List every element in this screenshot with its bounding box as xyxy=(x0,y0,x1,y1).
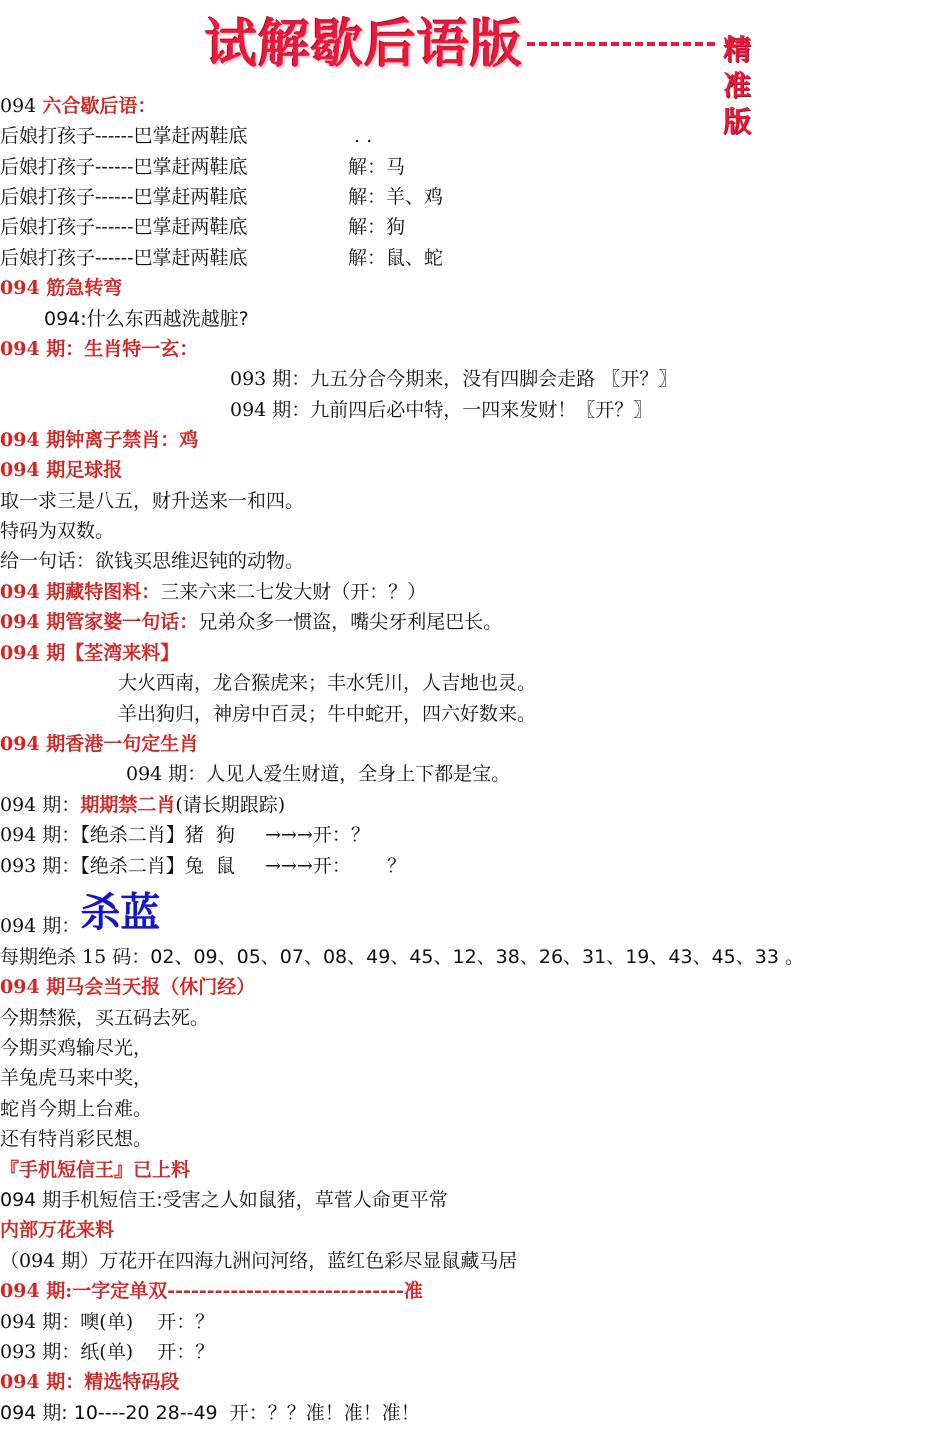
jueshu-label: 每期绝杀 15 码： xyxy=(0,946,151,968)
jueshu-numbers: 02、09、05、07、08、49、45、12、38、26、31、19、43、45、33 。 xyxy=(150,946,804,968)
hongkong-header: 094 期香港一句定生肖 xyxy=(0,733,199,755)
cangte-line xyxy=(0,577,426,607)
shalan-line xyxy=(0,889,161,944)
riddle-text: 后娘打孩子------巴掌赶两鞋底 xyxy=(0,125,248,147)
riddle-text: 后娘打孩子------巴掌赶两鞋底 xyxy=(0,156,248,178)
riddle-answer: 解：鼠、蛇 xyxy=(348,247,444,269)
brain-teaser-header: 094 筋急转弯 xyxy=(0,277,123,299)
wanhua-header: 内部万花来料 xyxy=(0,1219,115,1241)
brain-teaser-question: 094:什么东西越洗越脏? xyxy=(44,308,249,330)
section-note: (请长期跟踪) xyxy=(175,794,286,816)
wanhua-line: （094 期）万花开在四海九洲问河络，蓝红色彩尽显鼠藏马居 xyxy=(0,1250,518,1272)
jinerxiao-line: 094 期：【绝杀二肖】猪 狗 →→→开：？ xyxy=(0,824,370,846)
jinerxiao-line: 093 期：【绝杀二肖】兔 鼠 →→→开： ？ xyxy=(0,855,407,877)
football-line: 特码为双数。 xyxy=(0,520,115,542)
quanwan-line: 羊出狗归，神房中百灵；牛中蛇开，四六好数来。 xyxy=(118,703,537,725)
banner-dash-divider xyxy=(527,42,715,46)
cangte-text: 三来六来二七发大财（开：？） xyxy=(160,581,427,603)
riddle-text: 后娘打孩子------巴掌赶两鞋底 xyxy=(0,247,248,269)
tema-line: 094 期: 10----20 28--49 开：？？准！准！准！ xyxy=(0,1402,420,1424)
cangte-label: 094 期藏特图料： xyxy=(0,581,161,603)
issue-prefix: 094 期： xyxy=(0,794,81,816)
riddle-answer: 解：狗 xyxy=(348,216,406,238)
page-banner xyxy=(205,12,765,138)
football-header: 094 期足球报 xyxy=(0,459,123,481)
xiehouyu-header xyxy=(0,91,156,121)
jueshu-line xyxy=(0,942,804,972)
xiehouyu-row xyxy=(0,152,406,182)
issue-prefix: 094 xyxy=(0,95,43,117)
danshuang-line: 094 期：噢(单) 开：？ xyxy=(0,1311,215,1333)
tema-header: 094 期：精选特码段 xyxy=(0,1371,180,1393)
danshuang-line: 093 期：纸(单) 开：？ xyxy=(0,1341,215,1363)
mahui-line: 蛇肖今期上台难。 xyxy=(0,1098,153,1120)
mahui-line: 今期禁猴，买五码去死。 xyxy=(0,1007,210,1029)
mahui-header: 094 期马会当天报（休门经） xyxy=(0,976,256,998)
shalan-big-text: 杀蓝 xyxy=(80,889,161,936)
mahui-line: 今期买鸡输尽光， xyxy=(0,1037,153,1059)
guanjia-label: 094 期管家婆一句话： xyxy=(0,611,199,633)
banner-title: 试解歇后语版 xyxy=(205,15,524,75)
section-title: 六合歇后语： xyxy=(42,95,157,117)
banner-subtitle: 精准版 xyxy=(723,33,752,138)
jinerxiao-header xyxy=(0,790,285,820)
xiehouyu-row xyxy=(0,212,406,242)
quanwan-line: 大火西南，龙合猴虎来；丰水凭川，人吉地也灵。 xyxy=(118,672,537,694)
riddle-text: 后娘打孩子------巴掌赶两鞋底 xyxy=(0,186,248,208)
sms-line: 094 期手机短信王:受害之人如鼠猪，草菅人命更平常 xyxy=(0,1189,448,1211)
shengxiao-header: 094 期：生肖特一玄： xyxy=(0,338,199,360)
football-line: 取一求三是八五，财升送来一和四。 xyxy=(0,490,305,512)
football-line: 给一句话：欲钱买思维迟钝的动物。 xyxy=(0,550,305,572)
guanjia-line xyxy=(0,607,502,637)
riddle-answer: . . xyxy=(348,125,373,147)
mahui-line: 羊兔虎马来中奖， xyxy=(0,1067,153,1089)
hongkong-line: 094 期：人见人爱生财道，全身上下都是宝。 xyxy=(126,763,511,785)
mahui-line: 还有特肖彩民想。 xyxy=(0,1128,153,1150)
riddle-answer: 解：羊、鸡 xyxy=(348,186,444,208)
guanjia-text: 兄弟众多一惯盗，嘴尖牙利尾巴长。 xyxy=(198,611,503,633)
quanwan-header: 094 期【荃湾来料】 xyxy=(0,642,180,664)
riddle-text: 后娘打孩子------巴掌赶两鞋底 xyxy=(0,216,248,238)
section-title: 期期禁二肖 xyxy=(80,794,176,816)
shengxiao-line: 093 期：九五分合今期来，没有四脚会走路 〖开？〗 xyxy=(230,368,678,390)
shengxiao-line: 094 期：九前四后必中特，一四来发财！〖开？〗 xyxy=(230,399,653,421)
sms-header: 『手机短信王』已上料 xyxy=(0,1159,191,1181)
danshuang-header: 094 期:一字定单双------------------------------准 xyxy=(0,1280,423,1302)
zhongli-forbidden: 094 期钟离子禁肖：鸡 xyxy=(0,429,199,451)
xiehouyu-row xyxy=(0,182,444,212)
issue-prefix: 094 期： xyxy=(0,915,81,937)
xiehouyu-row xyxy=(0,243,444,273)
xiehouyu-row xyxy=(0,121,373,151)
riddle-answer: 解：马 xyxy=(348,156,406,178)
